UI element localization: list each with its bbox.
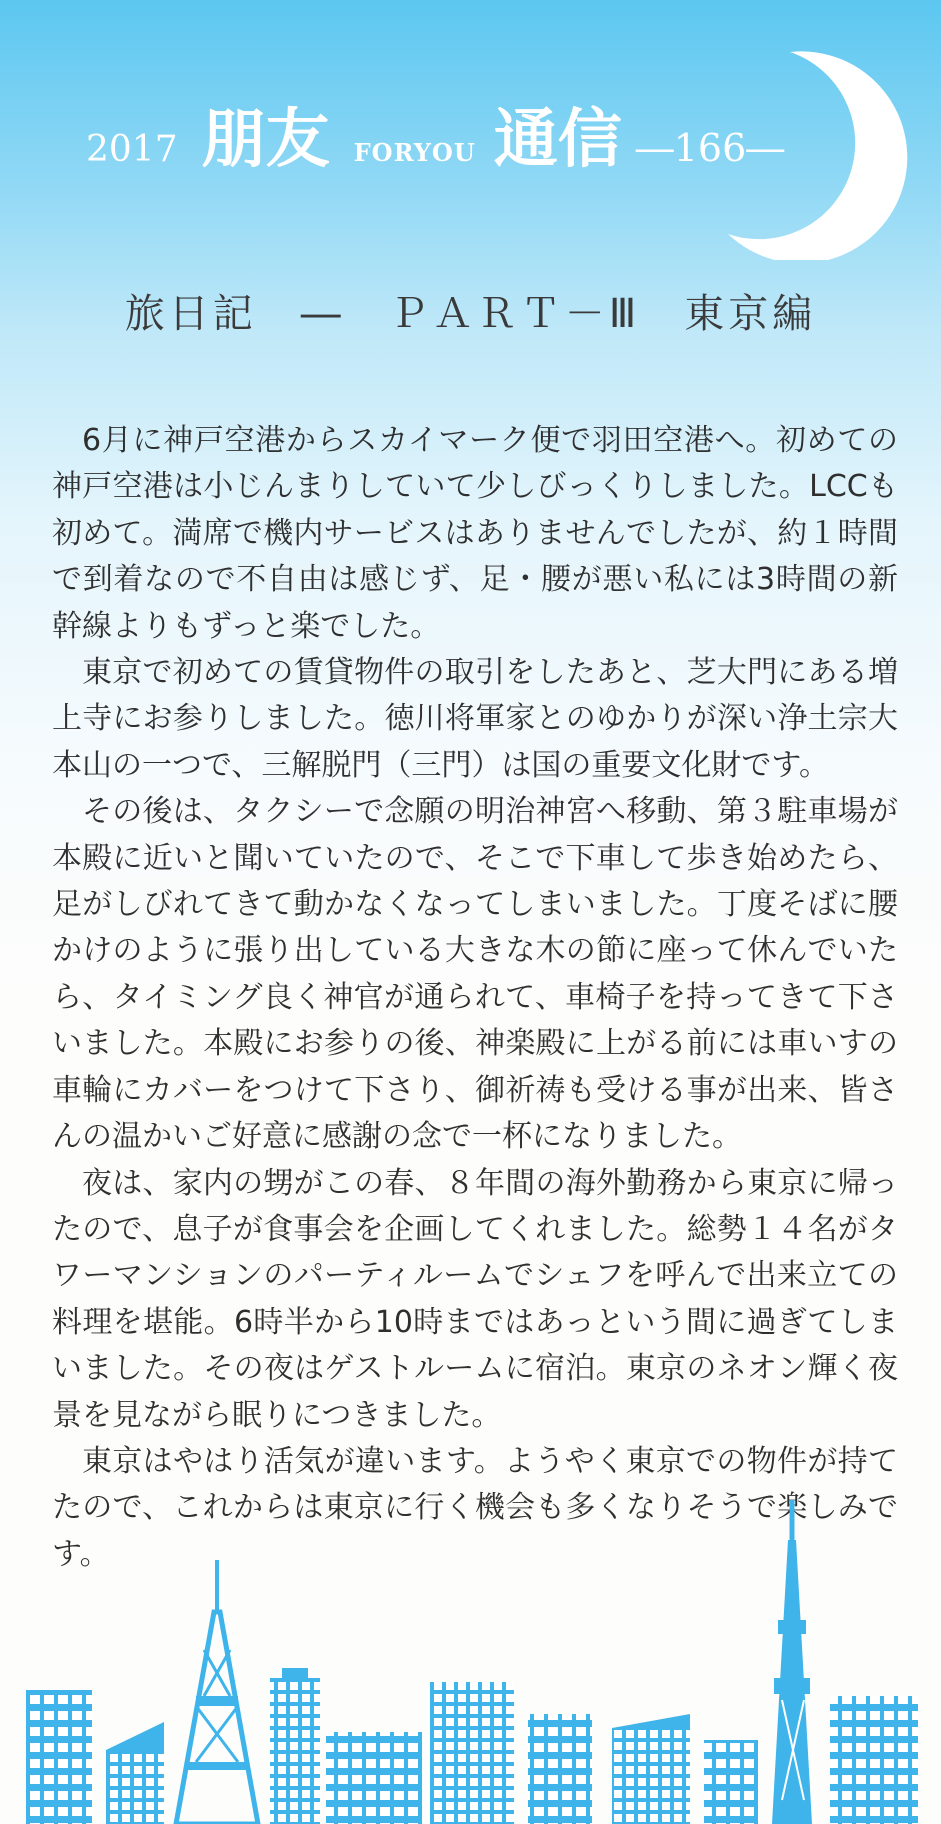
building-slanted — [612, 1714, 690, 1824]
building-far-right — [830, 1696, 918, 1824]
tokyo-skytree-icon — [772, 1500, 812, 1824]
masthead-brand: FORYOU — [353, 138, 476, 167]
masthead — [86, 88, 785, 177]
building-right-low — [704, 1740, 758, 1824]
building-mid-right — [528, 1714, 592, 1824]
article-paragraph: 6月に神戸空港からスカイマーク便で羽田空港へ。初めての神戸空港は小じんまりしていて少しびっくりしました。LCCも初めて。満席で機内サービスはありませんでしたが、約１時間で到着なので不自由は感じず、足・腰が悪い私には3時間の新幹線よりもずっと楽でした。 — [52, 423, 898, 644]
crescent-moon-icon — [722, 50, 922, 260]
building-left — [26, 1690, 92, 1824]
article-paragraph: 東京はやはり活気が違います。ようやく東京での物件が持てたので、これからは東京に行く機会も多くなりそうで楽しみです。 — [52, 1443, 898, 1572]
article-paragraph: 夜は、家内の甥がこの春、８年間の海外勤務から東京に帰ったので、息子が食事会を企画してくれました。総勢１４名がタワーマンションのパーティルームでシェフを呼んで出来立ての料理を堪能。6時半から10時まではあっという間に過ぎてしまいました。その夜はゲストルームに宿泊。東京のネオン輝く夜景を見ながら眠りにつきました。 — [52, 1165, 898, 1433]
article-body — [52, 418, 898, 1578]
article-subtitle: 旅日記 ― ＰＡＲＴ－Ⅲ 東京編 — [124, 291, 817, 337]
masthead-issue-number: ―166― — [635, 126, 785, 170]
masthead-title-left: 朋友 — [201, 103, 330, 177]
building-center — [326, 1732, 422, 1824]
masthead-title-right: 通信 — [493, 103, 622, 177]
article-paragraph: その後は、タクシーで念願の明治神宮へ移動、第３駐車場が本殿に近いと聞いていたので、そこで下車して歩き始めたら、足がしびれてきて動かなくなってしまいました。丁度そばに腰かけのように張り出している大きな木の節に座って休んでいたら、タイミング良く神官が通られて、車椅子を持ってきて下さいました。本殿にお参りの後、神楽殿に上がる前には車いすの車輪にカバーをつけて下さり、御祈祷も受ける事が出来、皆さんの温かいご好意に感謝の念で一杯になりました。 — [52, 794, 898, 1155]
building-mid-left — [270, 1668, 320, 1824]
article-paragraph: 東京で初めての賃貸物件の取引をしたあと、芝大門にある増上寺にお参りしました。徳川将軍家とのゆかりが深い浄土宗大本山の一つで、三解脱門（三門）は国の重要文化財です。 — [52, 655, 898, 783]
building-tall-center — [430, 1682, 514, 1824]
masthead-year: 2017 — [86, 129, 178, 170]
tokyo-skyline-illustration — [0, 1500, 941, 1824]
tokyo-tower-icon — [176, 1560, 258, 1824]
building-second — [106, 1722, 164, 1824]
